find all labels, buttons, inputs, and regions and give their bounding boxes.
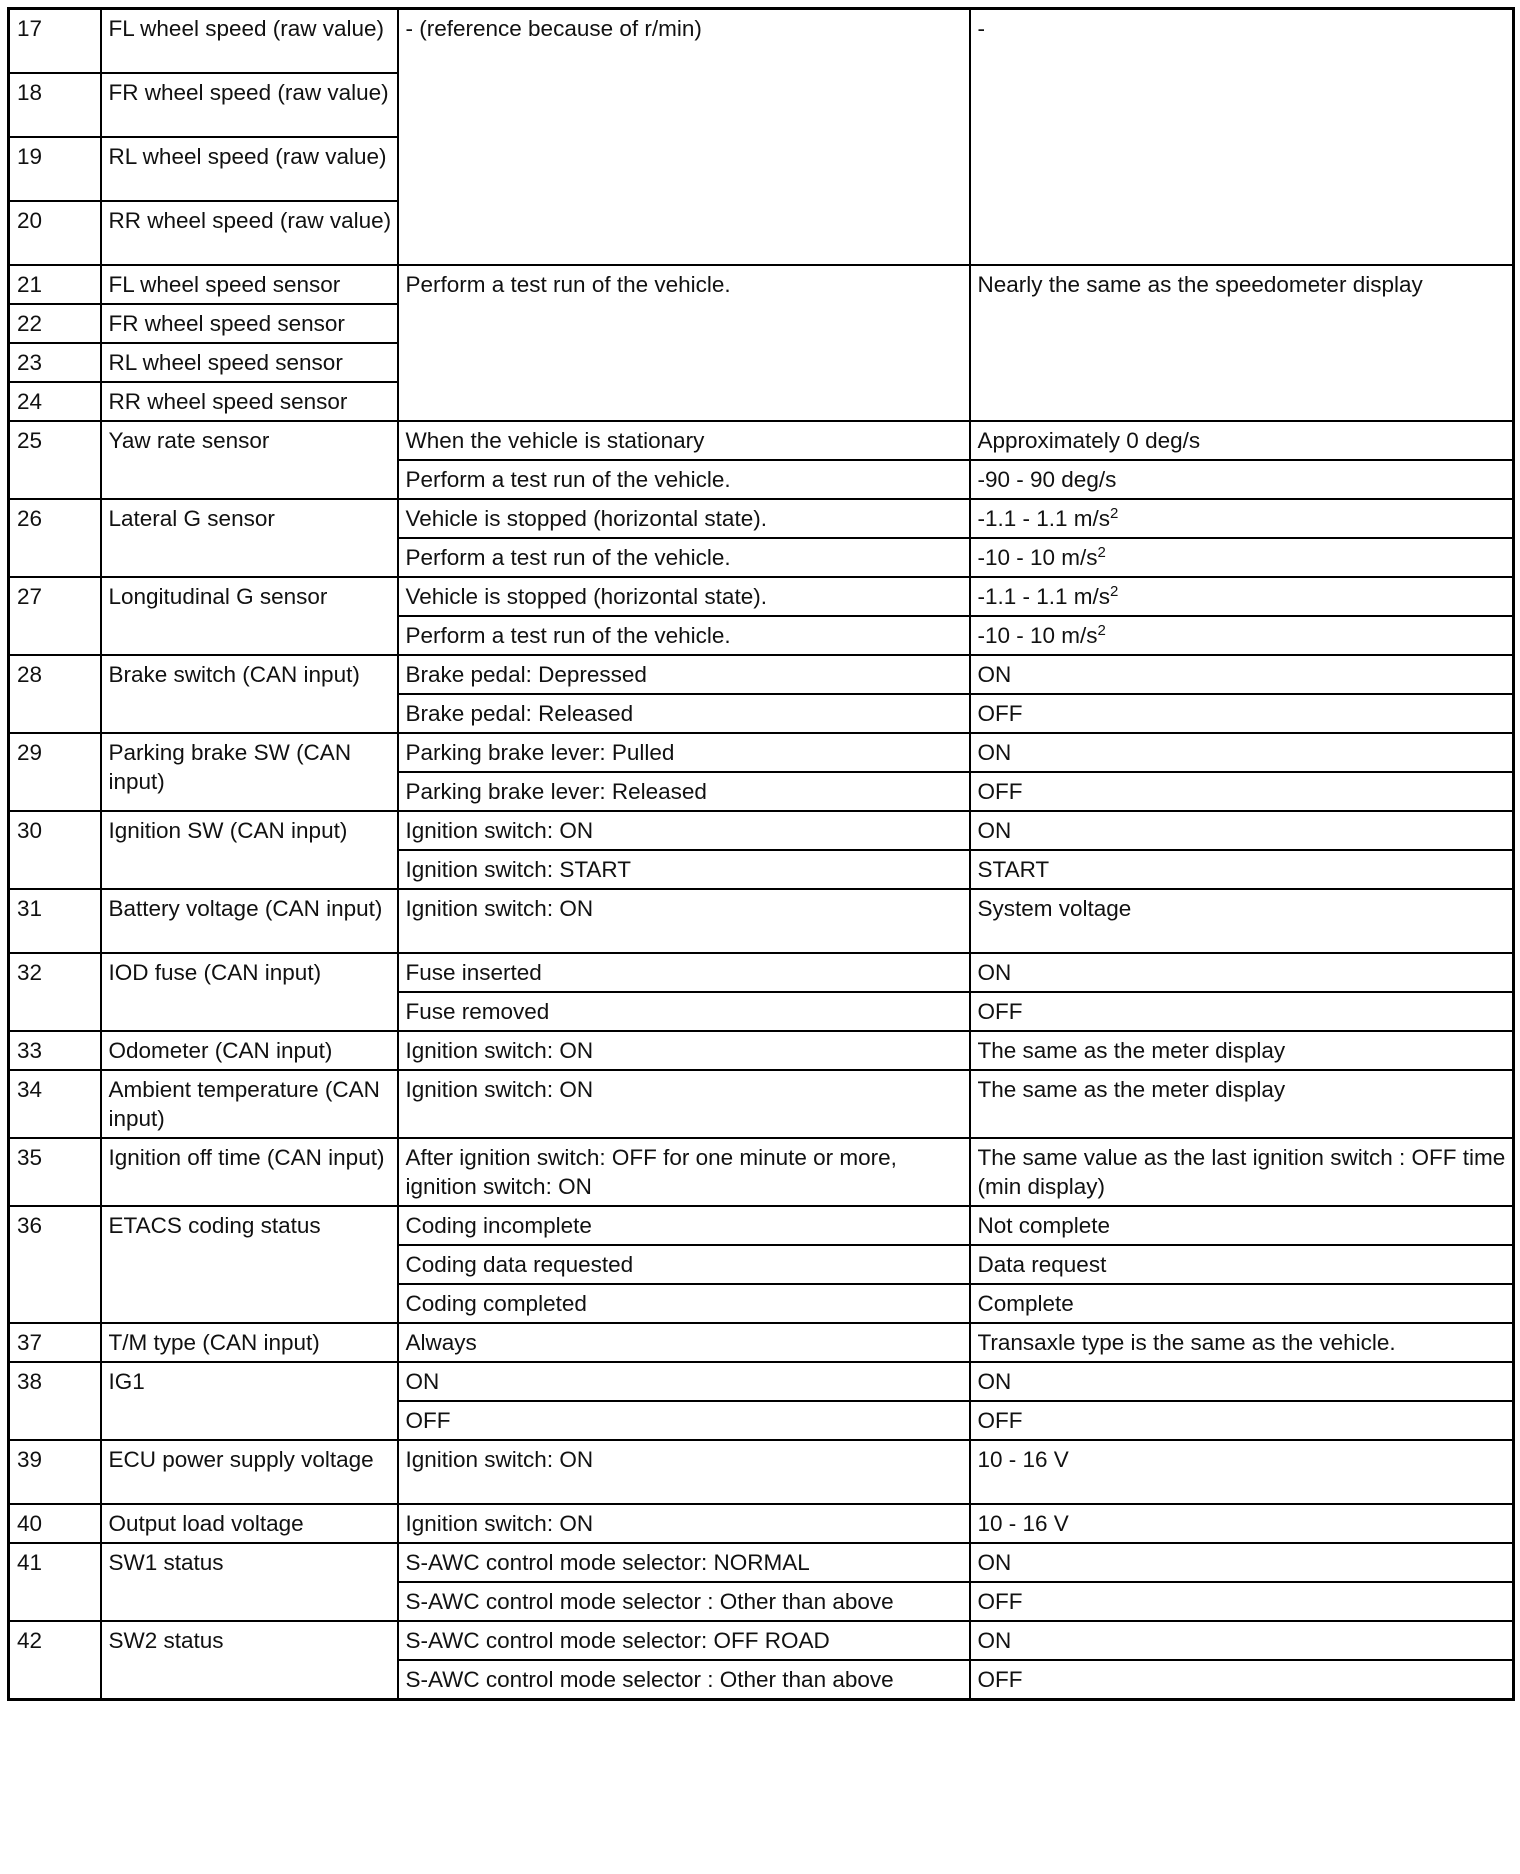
check-condition: Always bbox=[398, 1323, 970, 1362]
check-condition: OFF bbox=[398, 1401, 970, 1440]
table-row bbox=[9, 577, 1514, 616]
check-condition: Ignition switch: ON bbox=[398, 1070, 970, 1138]
normal-value: OFF bbox=[970, 1582, 1514, 1621]
item-no: 20 bbox=[9, 201, 101, 265]
table-row bbox=[9, 733, 1514, 772]
check-condition: Perform a test run of the vehicle. bbox=[398, 616, 970, 655]
check-condition: S-AWC control mode selector : Other than above bbox=[398, 1660, 970, 1700]
check-condition: Ignition switch: ON bbox=[398, 1440, 970, 1504]
item-no: 29 bbox=[9, 733, 101, 811]
normal-value: Nearly the same as the speedometer display bbox=[970, 265, 1514, 421]
item-name: Parking brake SW (CAN input) bbox=[101, 733, 398, 811]
table-row bbox=[9, 499, 1514, 538]
item-name: SW2 status bbox=[101, 1621, 398, 1700]
check-condition: S-AWC control mode selector : Other than above bbox=[398, 1582, 970, 1621]
check-condition: Perform a test run of the vehicle. bbox=[398, 265, 970, 421]
value-text: -10 - 10 m/s bbox=[977, 622, 1098, 648]
table-row bbox=[9, 1070, 1514, 1138]
item-name: IG1 bbox=[101, 1362, 398, 1440]
normal-value: OFF bbox=[970, 1401, 1514, 1440]
table-row bbox=[9, 1504, 1514, 1543]
item-no: 42 bbox=[9, 1621, 101, 1700]
check-condition: Ignition switch: START bbox=[398, 850, 970, 889]
normal-value: 10 - 16 V bbox=[970, 1440, 1514, 1504]
exponent: 2 bbox=[1097, 543, 1106, 561]
check-condition: ON bbox=[398, 1362, 970, 1401]
item-name: FL wheel speed (raw value) bbox=[101, 9, 398, 73]
normal-value: Complete bbox=[970, 1284, 1514, 1323]
item-no: 28 bbox=[9, 655, 101, 733]
normal-value: ON bbox=[970, 1362, 1514, 1401]
normal-value: START bbox=[970, 850, 1514, 889]
item-name: Yaw rate sensor bbox=[101, 421, 398, 499]
check-condition: Coding data requested bbox=[398, 1245, 970, 1284]
item-name: Brake switch (CAN input) bbox=[101, 655, 398, 733]
item-name: RR wheel speed sensor bbox=[101, 382, 398, 421]
check-condition: S-AWC control mode selector: OFF ROAD bbox=[398, 1621, 970, 1660]
table-row bbox=[9, 265, 1514, 304]
check-condition: Fuse removed bbox=[398, 992, 970, 1031]
item-name: Ignition off time (CAN input) bbox=[101, 1138, 398, 1206]
table-row bbox=[9, 811, 1514, 850]
item-no: 39 bbox=[9, 1440, 101, 1504]
item-name: IOD fuse (CAN input) bbox=[101, 953, 398, 1031]
item-no: 35 bbox=[9, 1138, 101, 1206]
check-condition: Ignition switch: ON bbox=[398, 1031, 970, 1070]
exponent: 2 bbox=[1110, 504, 1119, 522]
check-condition: Brake pedal: Released bbox=[398, 694, 970, 733]
table-row bbox=[9, 953, 1514, 992]
table-row bbox=[9, 1138, 1514, 1206]
table-row bbox=[9, 1206, 1514, 1245]
check-condition: Brake pedal: Depressed bbox=[398, 655, 970, 694]
table-row bbox=[9, 1323, 1514, 1362]
normal-value: ON bbox=[970, 1543, 1514, 1582]
table-row bbox=[9, 1621, 1514, 1660]
normal-value: The same as the meter display bbox=[970, 1070, 1514, 1138]
table-row bbox=[9, 889, 1514, 953]
check-condition: - (reference because of r/min) bbox=[398, 9, 970, 265]
check-condition: Ignition switch: ON bbox=[398, 811, 970, 850]
normal-value: OFF bbox=[970, 1660, 1514, 1700]
normal-value: ON bbox=[970, 953, 1514, 992]
item-name: Odometer (CAN input) bbox=[101, 1031, 398, 1070]
normal-value: OFF bbox=[970, 694, 1514, 733]
table-row bbox=[9, 1031, 1514, 1070]
check-condition: Parking brake lever: Pulled bbox=[398, 733, 970, 772]
item-name: RL wheel speed sensor bbox=[101, 343, 398, 382]
normal-value bbox=[970, 538, 1514, 577]
normal-value: ON bbox=[970, 811, 1514, 850]
item-no: 37 bbox=[9, 1323, 101, 1362]
normal-value: -90 - 90 deg/s bbox=[970, 460, 1514, 499]
item-name: ETACS coding status bbox=[101, 1206, 398, 1323]
normal-value: - bbox=[970, 9, 1514, 265]
table-row bbox=[9, 1543, 1514, 1582]
page bbox=[7, 7, 1512, 1701]
item-no: 23 bbox=[9, 343, 101, 382]
normal-value: System voltage bbox=[970, 889, 1514, 953]
check-condition: Perform a test run of the vehicle. bbox=[398, 538, 970, 577]
value-text: -1.1 - 1.1 m/s bbox=[977, 505, 1111, 531]
check-condition: Fuse inserted bbox=[398, 953, 970, 992]
exponent: 2 bbox=[1110, 582, 1119, 600]
item-name: Battery voltage (CAN input) bbox=[101, 889, 398, 953]
normal-value: The same as the meter display bbox=[970, 1031, 1514, 1070]
check-condition: Parking brake lever: Released bbox=[398, 772, 970, 811]
normal-value: Approximately 0 deg/s bbox=[970, 421, 1514, 460]
normal-value: Not complete bbox=[970, 1206, 1514, 1245]
item-name: Longitudinal G sensor bbox=[101, 577, 398, 655]
item-no: 31 bbox=[9, 889, 101, 953]
item-name: FR wheel speed (raw value) bbox=[101, 73, 398, 137]
check-condition: Coding completed bbox=[398, 1284, 970, 1323]
item-no: 19 bbox=[9, 137, 101, 201]
normal-value: ON bbox=[970, 733, 1514, 772]
table-row bbox=[9, 421, 1514, 460]
check-condition: After ignition switch: OFF for one minute or more, ignition switch: ON bbox=[398, 1138, 970, 1206]
data-list-table bbox=[7, 7, 1515, 1701]
normal-value bbox=[970, 616, 1514, 655]
item-no: 36 bbox=[9, 1206, 101, 1323]
check-condition: Coding incomplete bbox=[398, 1206, 970, 1245]
item-no: 38 bbox=[9, 1362, 101, 1440]
table-row bbox=[9, 655, 1514, 694]
normal-value: OFF bbox=[970, 772, 1514, 811]
check-condition: Vehicle is stopped (horizontal state). bbox=[398, 577, 970, 616]
item-no: 26 bbox=[9, 499, 101, 577]
normal-value: ON bbox=[970, 1621, 1514, 1660]
exponent: 2 bbox=[1097, 621, 1106, 639]
normal-value: Transaxle type is the same as the vehicle. bbox=[970, 1323, 1514, 1362]
value-text: -10 - 10 m/s bbox=[977, 544, 1098, 570]
item-name: Lateral G sensor bbox=[101, 499, 398, 577]
item-name: T/M type (CAN input) bbox=[101, 1323, 398, 1362]
check-condition: Ignition switch: ON bbox=[398, 889, 970, 953]
check-condition: Perform a test run of the vehicle. bbox=[398, 460, 970, 499]
normal-value: The same value as the last ignition switch : OFF time (min display) bbox=[970, 1138, 1514, 1206]
normal-value: Data request bbox=[970, 1245, 1514, 1284]
normal-value: OFF bbox=[970, 992, 1514, 1031]
normal-value bbox=[970, 577, 1514, 616]
item-no: 21 bbox=[9, 265, 101, 304]
item-name: Ambient temperature (CAN input) bbox=[101, 1070, 398, 1138]
item-no: 30 bbox=[9, 811, 101, 889]
item-name: FR wheel speed sensor bbox=[101, 304, 398, 343]
item-no: 22 bbox=[9, 304, 101, 343]
item-no: 27 bbox=[9, 577, 101, 655]
item-name: ECU power supply voltage bbox=[101, 1440, 398, 1504]
item-name: Ignition SW (CAN input) bbox=[101, 811, 398, 889]
check-condition: Ignition switch: ON bbox=[398, 1504, 970, 1543]
item-no: 18 bbox=[9, 73, 101, 137]
check-condition: When the vehicle is stationary bbox=[398, 421, 970, 460]
item-no: 40 bbox=[9, 1504, 101, 1543]
item-no: 25 bbox=[9, 421, 101, 499]
item-name: SW1 status bbox=[101, 1543, 398, 1621]
check-condition: S-AWC control mode selector: NORMAL bbox=[398, 1543, 970, 1582]
item-name: FL wheel speed sensor bbox=[101, 265, 398, 304]
normal-value: ON bbox=[970, 655, 1514, 694]
item-name: RL wheel speed (raw value) bbox=[101, 137, 398, 201]
item-no: 34 bbox=[9, 1070, 101, 1138]
item-name: RR wheel speed (raw value) bbox=[101, 201, 398, 265]
item-no: 41 bbox=[9, 1543, 101, 1621]
normal-value bbox=[970, 499, 1514, 538]
item-no: 17 bbox=[9, 9, 101, 73]
table-row bbox=[9, 1362, 1514, 1401]
table-row bbox=[9, 9, 1514, 73]
normal-value: 10 - 16 V bbox=[970, 1504, 1514, 1543]
item-no: 33 bbox=[9, 1031, 101, 1070]
item-name: Output load voltage bbox=[101, 1504, 398, 1543]
table-row bbox=[9, 1440, 1514, 1504]
item-no: 24 bbox=[9, 382, 101, 421]
item-no: 32 bbox=[9, 953, 101, 1031]
value-text: -1.1 - 1.1 m/s bbox=[977, 583, 1111, 609]
check-condition: Vehicle is stopped (horizontal state). bbox=[398, 499, 970, 538]
